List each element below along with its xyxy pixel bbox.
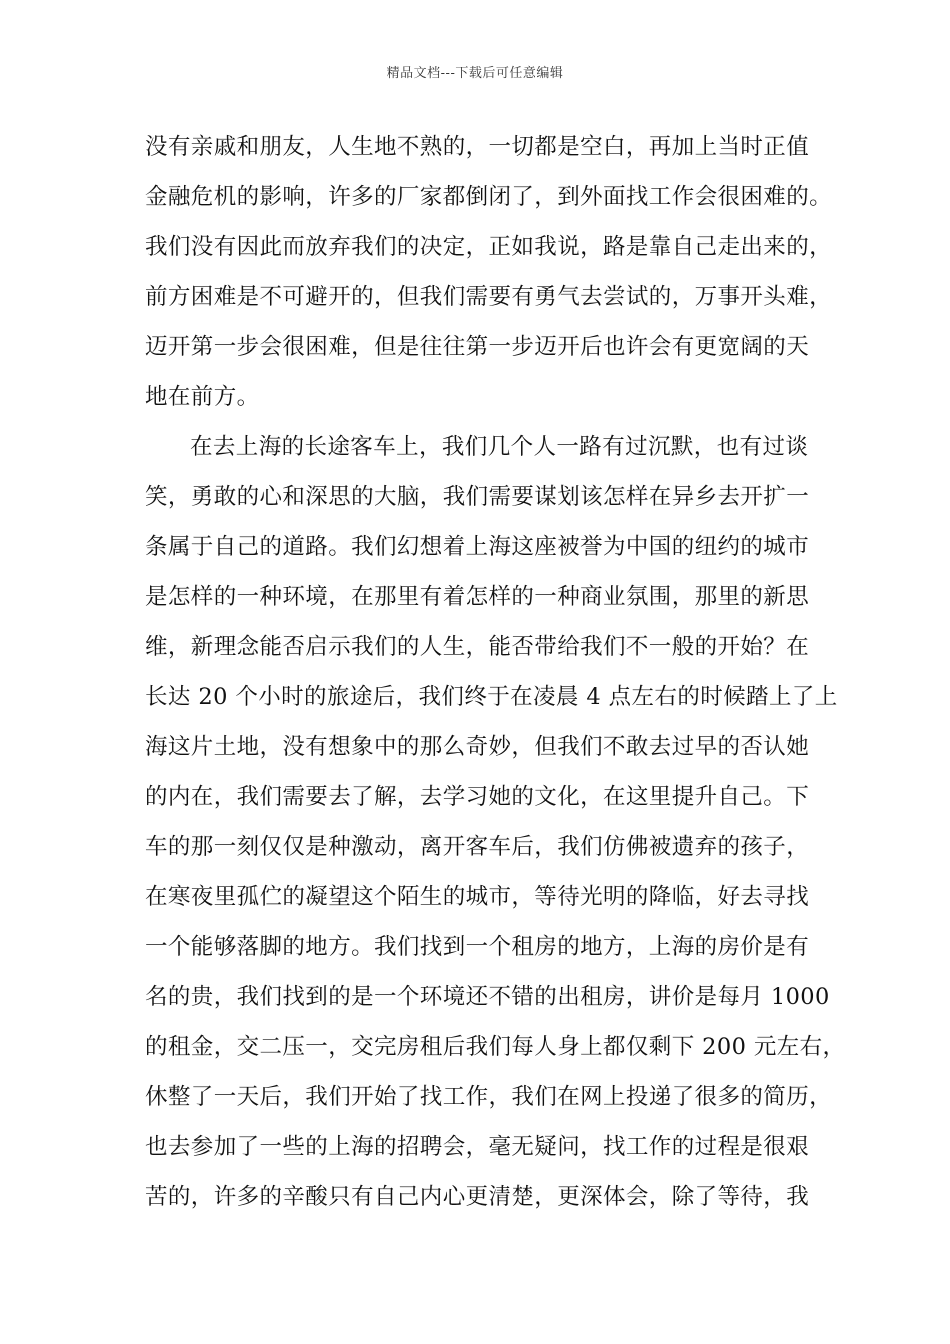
text-line: 维，新理念能否启示我们的人生，能否带给我们不一般的开始？在: [145, 634, 810, 660]
paragraph-first-line: 在去上海的长途客车上，我们几个人一路有过沉默，也有过谈: [190, 434, 809, 460]
text-line: 迈开第一步会很困难，但是往往第一步迈开后也许会有更宽阔的天: [145, 334, 810, 360]
text-line: 海这片土地，没有想象中的那么奇妙，但我们不敢去过早的否认她: [145, 734, 810, 760]
text-line: 条属于自己的道路。我们幻想着上海这座被誉为中国的纽约的城市: [145, 534, 810, 560]
text-line: 在寒夜里孤伫的凝望这个陌生的城市，等待光明的降临，好去寻找: [145, 884, 810, 910]
text-line: 没有亲戚和朋友，人生地不熟的，一切都是空白，再加上当时正值: [145, 134, 810, 160]
text-line: 地在前方。: [145, 384, 260, 410]
page-header: 精品文档---下载后可任意编辑: [386, 66, 564, 81]
text-line: 笑，勇敢的心和深思的大脑，我们需要谋划该怎样在异乡去开扩一: [145, 484, 810, 510]
text-line: 的内在，我们需要去了解，去学习她的文化，在这里提升自己。下: [145, 784, 810, 810]
text-line: 也去参加了一些的上海的招聘会，毫无疑问，找工作的过程是很艰: [145, 1134, 810, 1160]
text-line: 金融危机的影响，许多的厂家都倒闭了，到外面找工作会很困难的。: [145, 184, 833, 210]
text-line: 名的贵，我们找到的是一个环境还不错的出租房，讲价是每月 1000: [145, 984, 830, 1010]
text-line: 休整了一天后，我们开始了找工作，我们在网上投递了很多的简历，: [145, 1084, 833, 1110]
text-line: 车的那一刻仅仅是种激动，离开客车后，我们仿佛被遗弃的孩子，: [145, 834, 810, 860]
text-line: 前方困难是不可避开的，但我们需要有勇气去尝试的，万事开头难，: [145, 284, 833, 310]
text-line: 的租金，交二压一，交完房租后我们每人身上都仅剩下 200 元左右，: [145, 1034, 846, 1060]
text-line: 一个能够落脚的地方。我们找到一个租房的地方，上海的房价是有: [145, 934, 810, 960]
text-line: 长达 20 个小时的旅途后，我们终于在凌晨 4 点左右的时候踏上了上: [145, 684, 838, 710]
text-line: 苦的，许多的辛酸只有自己内心更清楚，更深体会，除了等待，我: [145, 1184, 810, 1210]
text-line: 是怎样的一种环境，在那里有着怎样的一种商业氛围，那里的新思: [145, 584, 810, 610]
text-line: 我们没有因此而放弃我们的决定，正如我说，路是靠自己走出来的，: [145, 234, 833, 260]
